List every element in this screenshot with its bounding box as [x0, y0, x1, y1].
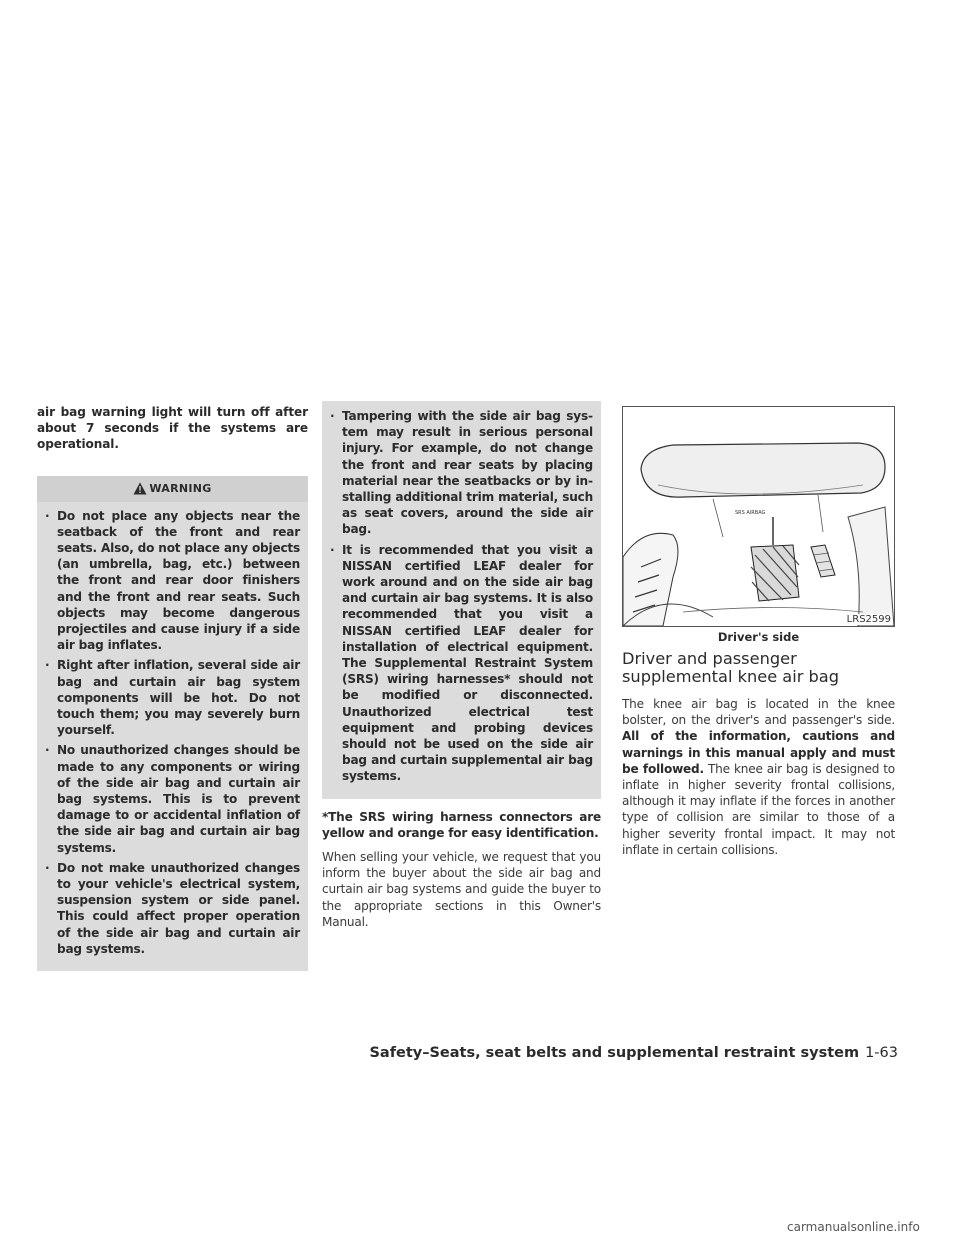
warning-icon	[133, 482, 147, 495]
warning-header	[37, 476, 308, 502]
selling-paragraph: When selling your vehicle, we request that you inform the buyer about the side air bag and curtain air bag systems and guide the buyer to the appropriate sections in this Owner's Manual.	[322, 850, 601, 929]
warning-item: · Right after inflation, several side air bag and curtain air bag system components will be hot. Do not touch them; you may severely burn yourself.	[45, 657, 300, 738]
warning-box-continued	[322, 401, 601, 799]
middle-column	[322, 401, 601, 930]
footer-section: Safety–Seats, seat belts and supplemental restraint system	[369, 1045, 860, 1061]
warning-body-continued	[322, 401, 601, 799]
paragraph-end: The knee air bag is designed to inflate in higher severity frontal collisions, although it may inflate if the forces in another type of collision are similar to those of a higher severity frontal impact. It may not inflate in certain collisions.	[622, 761, 895, 857]
srs-airbag-label: SRS AIRBAG	[735, 510, 766, 516]
knee-airbag-illustration	[623, 407, 894, 626]
intro-text: air bag warning light will turn off after about 7 seconds if the systems are operational.	[37, 405, 308, 452]
figure-code: LRS2599	[846, 614, 891, 625]
knee-airbag-figure	[622, 406, 895, 627]
warning-item: · No unauthorized changes should be made to any components or wiring of the side air bag and curtain air bag systems. This is to prevent damage to or accidental inflation of the side air bag and curtain air bag systems.	[45, 742, 300, 855]
watermark: carmanualsonline.info	[787, 1220, 920, 1234]
right-column	[622, 406, 895, 858]
knee-airbag-paragraph	[622, 696, 895, 858]
page-footer	[369, 1045, 898, 1061]
paragraph-bold: All of the information, cautions and warnings in this manual apply and must be followed.	[622, 729, 895, 776]
figure-caption: Driver's side	[717, 630, 800, 644]
warning-label: WARNING	[149, 482, 212, 496]
section-title: Driver and passenger supplemental knee air bag	[622, 649, 839, 686]
warning-box	[37, 476, 308, 971]
warning-body	[37, 502, 308, 971]
warning-item: · Do not make unauthorized changes to your vehicle's electrical system, suspension system or side panel. This could affect proper operation of the side air bag and curtain air bag systems.	[45, 860, 300, 957]
left-column	[37, 404, 308, 971]
page-number: 1-63	[865, 1045, 898, 1061]
warning-item: · It is recommended that you visit a NISSAN certified LEAF dealer for work around and on the side air bag and curtain air bag systems. It is also recommended that you visit a NISSAN certified LEAF dealer for installation of electrical equipment. The Supplemental Restraint System (SRS) wiring harnesses* should not be modified or disconnected. Unauthorized electrical test equipment and probing devices should not be used on the side air bag and curtain supplemental air bag systems.	[330, 542, 593, 785]
paragraph-start: The knee air bag is located in the knee bolster, on the driver's and passenger's side.	[622, 697, 895, 728]
wiring-note: *The SRS wiring harness connectors are yellow and orange for easy identification.	[322, 809, 601, 840]
warning-item: · Do not place any objects near the seatback of the front and rear seats. Also, do not place any objects (an umbrella, bag, etc.) between the front and rear door finishers and the front and rear seats. Such objects may become dangerous projectiles and cause injury if a side air bag inflates.	[45, 508, 300, 654]
warning-item: · Tampering with the side air bag system may result in serious personal injury. For example, do not change the front and rear seats by placing material near the seatbacks or by installing additional trim material, such as seat covers, around the side air bag.	[330, 408, 593, 538]
